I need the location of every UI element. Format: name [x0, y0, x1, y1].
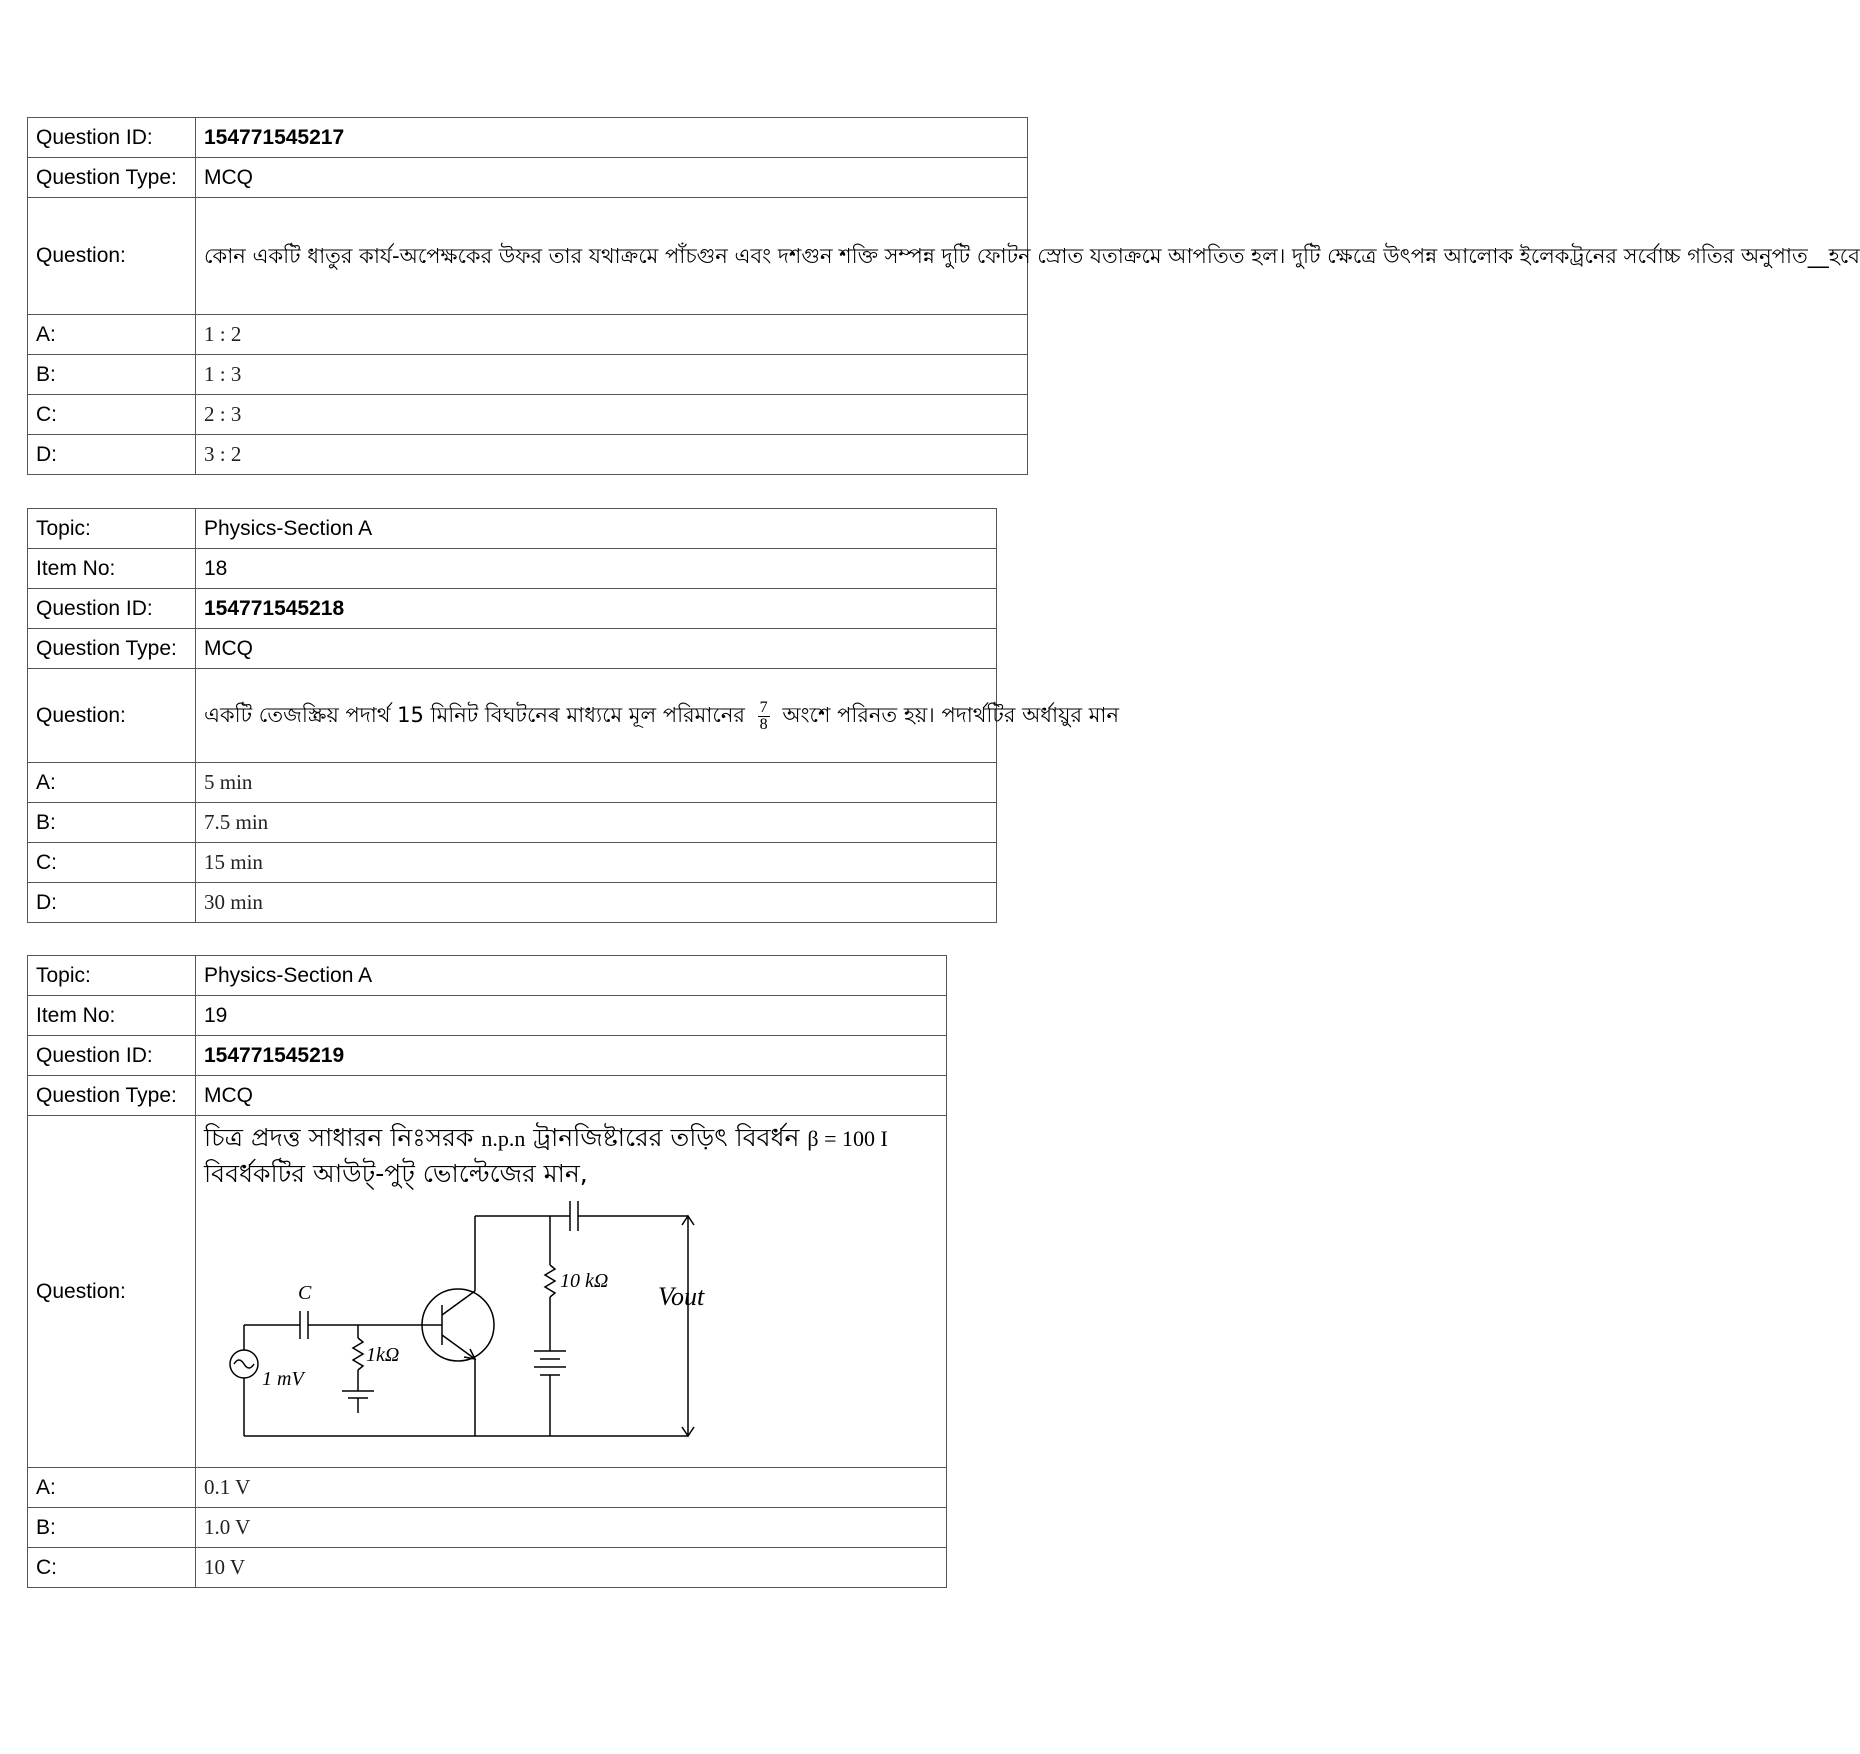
item-no-label: Item No: — [28, 996, 196, 1036]
item-no-row — [28, 549, 997, 589]
topic-row — [28, 509, 997, 549]
topic-row — [28, 956, 947, 996]
question-text — [196, 669, 1120, 763]
option-row — [28, 315, 1028, 355]
option-value: 1 : 2 — [196, 315, 1028, 355]
fraction-numerator: 7 — [759, 698, 768, 716]
question-row — [28, 198, 1028, 315]
option-row — [28, 883, 997, 923]
option-label: A: — [28, 315, 196, 355]
question-id-row — [28, 1036, 947, 1076]
option-label: D: — [28, 435, 196, 475]
option-value: 10 V — [196, 1548, 947, 1588]
option-value: 1 : 3 — [196, 355, 1028, 395]
question-id-value: 154771545219 — [196, 1036, 947, 1076]
question-type-label: Question Type: — [28, 158, 196, 198]
question-id-value: 154771545217 — [196, 118, 1028, 158]
question-text-part-c: বিবর্ধকটির আউট্-পুট্ ভোল্টেজের মান, — [204, 1159, 588, 1188]
option-label: A: — [28, 1468, 196, 1508]
option-value: 7.5 min — [196, 803, 997, 843]
question-id-label: Question ID: — [28, 1036, 196, 1076]
question-text-part-b: অংশে পরিনত হয়। পদার্থটির অর্ধায়ুর মান — [782, 703, 1120, 727]
question-id-label: Question ID: — [28, 118, 196, 158]
option-value: 3 : 2 — [196, 435, 1028, 475]
question-label: Question: — [28, 1116, 196, 1468]
question-table-3 — [27, 955, 947, 1588]
option-row — [28, 1468, 947, 1508]
question-content — [196, 1116, 947, 1468]
question-id-value: 154771545218 — [196, 589, 997, 629]
fraction — [758, 700, 770, 733]
option-value: 2 : 3 — [196, 395, 1028, 435]
option-row — [28, 1508, 947, 1548]
question-type-value: MCQ — [196, 629, 997, 669]
source-label: 1 mV — [262, 1368, 304, 1390]
option-row — [28, 843, 997, 883]
option-value: 15 min — [196, 843, 997, 883]
circuit-diagram — [210, 1193, 770, 1458]
option-row — [28, 435, 1028, 475]
r-collector-label: 10 kΩ — [560, 1270, 609, 1292]
question-type-value: MCQ — [196, 158, 1028, 198]
question-id-row — [28, 118, 1028, 158]
question-id-label: Question ID: — [28, 589, 196, 629]
question-type-row — [28, 158, 1028, 198]
question-type-label: Question Type: — [28, 629, 196, 669]
transistor-emitter — [442, 1335, 475, 1359]
item-no-value: 18 — [196, 549, 997, 589]
question-id-row — [28, 589, 997, 629]
question-row — [28, 669, 997, 763]
fraction-denominator: 8 — [759, 715, 768, 733]
question-text-part-a: একটি তেজস্ক্রিয় পদার্থ 15 মিনিট বিঘটনেৰ মাধ্যমে মূল পরিমানের — [204, 703, 745, 727]
option-value: 5 min — [196, 763, 997, 803]
question-table-2 — [27, 508, 1120, 923]
option-label: C: — [28, 395, 196, 435]
question-text — [204, 1120, 938, 1191]
option-row — [28, 803, 997, 843]
capacitor-c-label: C — [298, 1282, 312, 1304]
option-row — [28, 1548, 947, 1588]
topic-label: Topic: — [28, 509, 196, 549]
topic-value: Physics-Section A — [196, 509, 997, 549]
question-label: Question: — [28, 669, 196, 763]
question-text: কোন একটি ধাতুর কার্য-অপেক্ষকের উফর তার যথাক্রমে পাঁচগুন এবং দশগুন শক্তি সম্পন্ন দুটি ফোটন স্রোত যতাক্রমে আপতিত হল। দুটি ক্ষেত্রে উৎপন্ন আলোক ইলেকট্রনের সর্বোচ্চ গতির অনুপাত__হবে — [196, 198, 1028, 315]
option-value: 1.0 V — [196, 1508, 947, 1548]
item-no-label: Item No: — [28, 549, 196, 589]
option-label: B: — [28, 803, 196, 843]
question-table-1 — [27, 117, 1860, 475]
option-label: B: — [28, 1508, 196, 1548]
vout-label: Vout — [658, 1282, 705, 1311]
beta-value: β = 100 I — [807, 1126, 888, 1151]
question-row — [28, 1116, 947, 1468]
question-type-row — [28, 1076, 947, 1116]
sine-wave — [234, 1360, 254, 1368]
transistor-collector — [442, 1291, 475, 1315]
topic-value: Physics-Section A — [196, 956, 947, 996]
r-collector-resistor — [545, 1265, 555, 1297]
question-type-row — [28, 629, 997, 669]
option-label: B: — [28, 355, 196, 395]
item-no-row — [28, 996, 947, 1036]
option-row — [28, 395, 1028, 435]
question-type-label: Question Type: — [28, 1076, 196, 1116]
topic-label: Topic: — [28, 956, 196, 996]
option-row — [28, 763, 997, 803]
question-text-part-b: ট্রানজিষ্টারের তড়িৎ বিবর্ধন — [533, 1123, 800, 1152]
item-no-value: 19 — [196, 996, 947, 1036]
option-label: A: — [28, 763, 196, 803]
option-label: C: — [28, 1548, 196, 1588]
npn-label: n.p.n — [481, 1126, 526, 1151]
option-row — [28, 355, 1028, 395]
option-label: C: — [28, 843, 196, 883]
option-value: 0.1 V — [196, 1468, 947, 1508]
question-label: Question: — [28, 198, 196, 315]
r-base-resistor — [353, 1338, 363, 1370]
question-type-value: MCQ — [196, 1076, 947, 1116]
option-value: 30 min — [196, 883, 997, 923]
option-label: D: — [28, 883, 196, 923]
r-base-label: 1kΩ — [366, 1344, 400, 1366]
question-text-part-a: চিত্র প্রদত্ত সাধারন নিঃসরক — [204, 1123, 474, 1152]
